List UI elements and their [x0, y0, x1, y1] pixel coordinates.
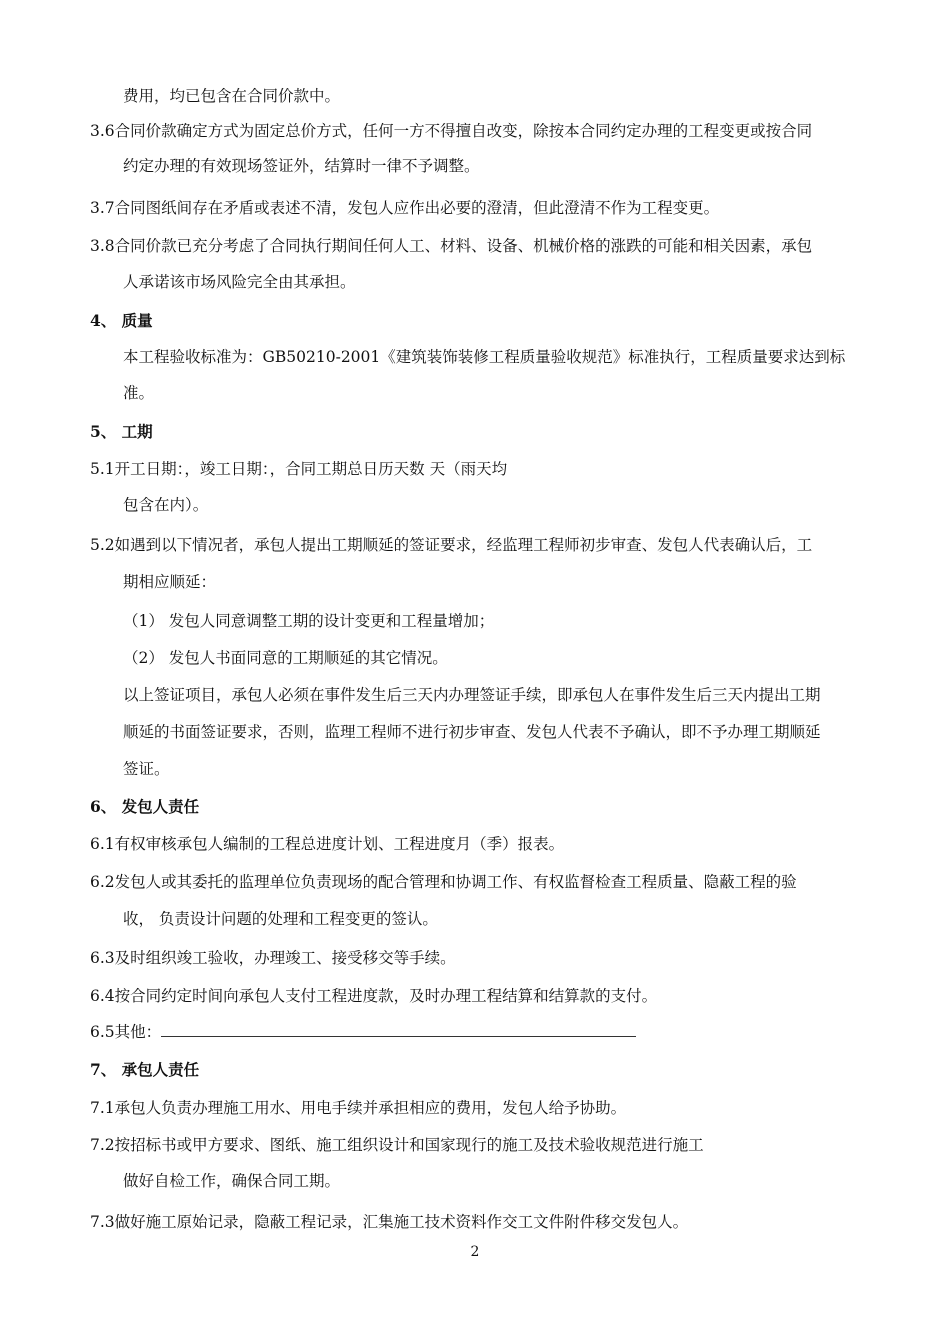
text-line: 以上签证项目，承包人必须在事件发生后三天内办理签证手续，即承包人在事件发生后三天内提出工期 — [123, 686, 821, 704]
page-number: 2 — [470, 1244, 480, 1260]
text-line: 6.1有权审核承包人编制的工程总进度计划、工程进度月（季）报表。 — [90, 835, 565, 853]
text-line: 本工程验收标准为：GB50210-2001《建筑装饰装修工程质量验收规范》标准执行，工程质量要求达到标 — [123, 348, 846, 366]
text-line: 3.7合同图纸间存在矛盾或表述不清，发包人应作出必要的澄清，但此澄清不作为工程变更。 — [90, 199, 720, 217]
section-heading: 5、 工期 — [90, 422, 153, 441]
text-line: （2） 发包人书面同意的工期顺延的其它情况。 — [123, 649, 448, 667]
fill-in-blank — [161, 1022, 636, 1037]
text-line: 费用，均已包含在合同价款中。 — [123, 87, 341, 105]
text-line — [90, 1022, 636, 1042]
section-heading: 6、 发包人责任 — [90, 797, 200, 816]
text-line: 7.1承包人负责办理施工用水、用电手续并承担相应的费用，发包人给予协助。 — [90, 1099, 627, 1117]
other-label: 6.5其他： — [90, 1023, 162, 1041]
text-line: 收， 负责设计问题的处理和工程变更的签认。 — [123, 910, 438, 928]
text-line: 6.3及时组织竣工验收，办理竣工、接受移交等手续。 — [90, 949, 456, 967]
section-heading: 7、 承包人责任 — [90, 1060, 200, 1079]
text-line: 顺延的书面签证要求，否则，监理工程师不进行初步审查、发包人代表不予确认，即不予办理工期顺延 — [123, 723, 821, 741]
text-line: 3.6合同价款确定方式为固定总价方式，任何一方不得擅自改变，除按本合同约定办理的工程变更或按合同 — [90, 122, 813, 140]
text-line: 准。 — [123, 384, 155, 402]
text-line: 5.1开工日期：，竣工日期：，合同工期总日历天数 天（雨天均 — [90, 460, 508, 478]
text-line: 5.2如遇到以下情况者，承包人提出工期顺延的签证要求，经监理工程师初步审查、发包人代表确认后，工 — [90, 536, 813, 554]
text-line: 人承诺该市场风险完全由其承担。 — [123, 273, 356, 291]
text-line: 7.3做好施工原始记录，隐蔽工程记录，汇集施工技术资料作交工文件附件移交发包人。 — [90, 1213, 689, 1231]
text-line: 3.8合同价款已充分考虑了合同执行期间任何人工、材料、设备、机械价格的涨跌的可能和相关因素，承包 — [90, 237, 813, 255]
text-line: 做好自检工作，确保合同工期。 — [123, 1172, 341, 1190]
text-line: （1） 发包人同意调整工期的设计变更和工程量增加； — [123, 612, 495, 630]
text-line: 期相应顺延： — [123, 573, 217, 591]
text-line: 包含在内）。 — [123, 496, 209, 514]
section-heading: 4、 质量 — [90, 311, 153, 330]
text-line: 6.2发包人或其委托的监理单位负责现场的配合管理和协调工作、有权监督检查工程质量、隐蔽工程的验 — [90, 873, 797, 891]
text-line: 签证。 — [123, 760, 170, 778]
text-line: 7.2按招标书或甲方要求、图纸、施工组织设计和国家现行的施工及技术验收规范进行施工 — [90, 1136, 704, 1154]
text-line: 6.4按合同约定时间向承包人支付工程进度款，及时办理工程结算和结算款的支付。 — [90, 987, 658, 1005]
text-line: 约定办理的有效现场签证外，结算时一律不予调整。 — [123, 157, 480, 175]
